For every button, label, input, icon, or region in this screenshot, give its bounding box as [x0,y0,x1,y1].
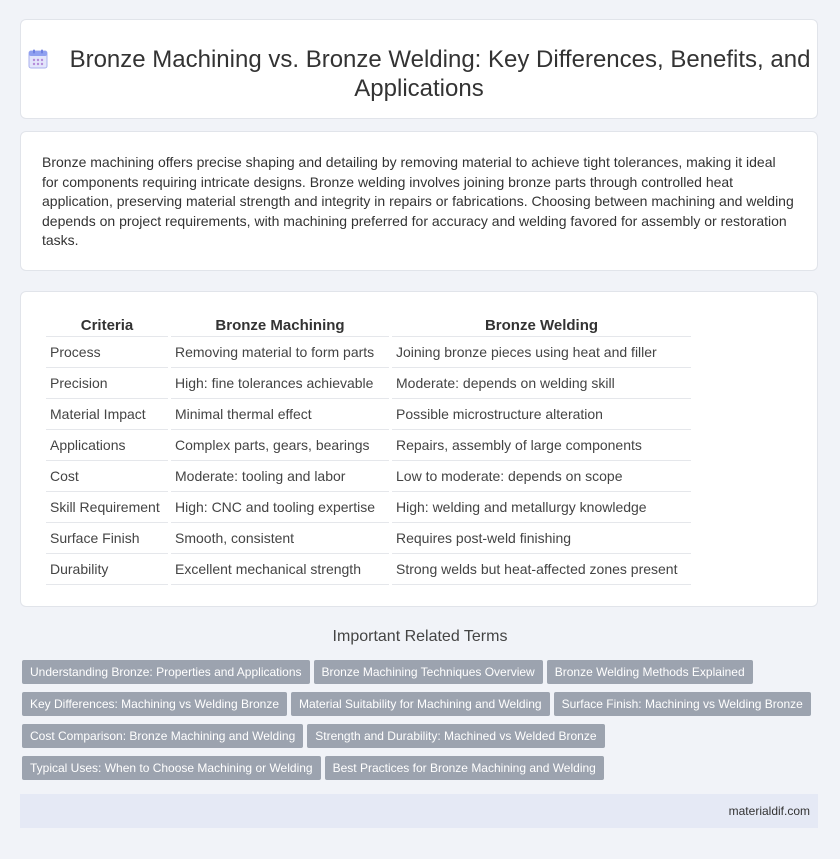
table-row [46,337,691,368]
table-row [46,492,691,523]
related-term-tag[interactable]: Cost Comparison: Bronze Machining and Welding [22,724,303,748]
related-term-tag[interactable]: Bronze Welding Methods Explained [547,660,753,684]
header-welding: Bronze Welding [392,315,691,337]
criteria-cell: Durability [46,554,168,585]
comparison-table [43,315,694,585]
machining-cell: Excellent mechanical strength [171,554,389,585]
welding-cell: Low to moderate: depends on scope [392,461,691,492]
welding-cell: Joining bronze pieces using heat and filler [392,337,691,368]
page-title-block [21,45,817,103]
intro-paragraph: Bronze machining offers precise shaping and detailing by removing material to achieve tight tolerances, making it ideal for components requiring intricate designs. Bronze welding involves joining bronze parts through controlled heat application, preserving material strength and integrity in repairs or fabrications. Choosing between machining and welding depends on project requirements, with machining preferred for accuracy and welding favored for assembly or restoration tasks. [42,154,794,248]
table-row [46,523,691,554]
related-term-tag[interactable]: Bronze Machining Techniques Overview [314,660,543,684]
table-row [46,430,691,461]
welding-cell: Strong welds but heat-affected zones present [392,554,691,585]
header-criteria: Criteria [46,315,168,337]
welding-cell: Possible microstructure alteration [392,399,691,430]
machining-cell: Complex parts, gears, bearings [171,430,389,461]
comparison-card [20,291,818,607]
table-row [46,461,691,492]
welding-cell: High: welding and metallurgy knowledge [392,492,691,523]
related-term-tag[interactable]: Material Suitability for Machining and Welding [291,692,550,716]
table-row [46,399,691,430]
welding-cell: Requires post-weld finishing [392,523,691,554]
machining-cell: Removing material to form parts [171,337,389,368]
related-term-tag[interactable]: Strength and Durability: Machined vs Welded Bronze [307,724,604,748]
criteria-cell: Applications [46,430,168,461]
calendar-icon [28,49,48,69]
welding-cell: Repairs, assembly of large components [392,430,691,461]
criteria-cell: Skill Requirement [46,492,168,523]
machining-cell: Moderate: tooling and labor [171,461,389,492]
related-terms-list [22,660,822,788]
machining-cell: High: CNC and tooling expertise [171,492,389,523]
table-row [46,554,691,585]
table-header-row [46,315,691,337]
header-machining: Bronze Machining [171,315,389,337]
intro-card [20,131,818,271]
related-term-tag[interactable]: Key Differences: Machining vs Welding Bronze [22,692,287,716]
footer-site-name[interactable]: materialdif.com [728,804,810,818]
criteria-cell: Material Impact [46,399,168,430]
related-term-tag[interactable]: Understanding Bronze: Properties and Applications [22,660,310,684]
header-card [20,19,818,119]
page-title: Bronze Machining vs. Bronze Welding: Key Differences, Benefits, and Applications [69,46,811,102]
criteria-cell: Process [46,337,168,368]
criteria-cell: Surface Finish [46,523,168,554]
table-row [46,368,691,399]
machining-cell: High: fine tolerances achievable [171,368,389,399]
machining-cell: Smooth, consistent [171,523,389,554]
footer-bar [20,794,818,828]
related-term-tag[interactable]: Typical Uses: When to Choose Machining or Welding [22,756,321,780]
criteria-cell: Cost [46,461,168,492]
welding-cell: Moderate: depends on welding skill [392,368,691,399]
related-terms-heading: Important Related Terms [332,628,508,645]
machining-cell: Minimal thermal effect [171,399,389,430]
related-term-tag[interactable]: Surface Finish: Machining vs Welding Bronze [554,692,811,716]
related-term-tag[interactable]: Best Practices for Bronze Machining and Welding [325,756,604,780]
criteria-cell: Precision [46,368,168,399]
